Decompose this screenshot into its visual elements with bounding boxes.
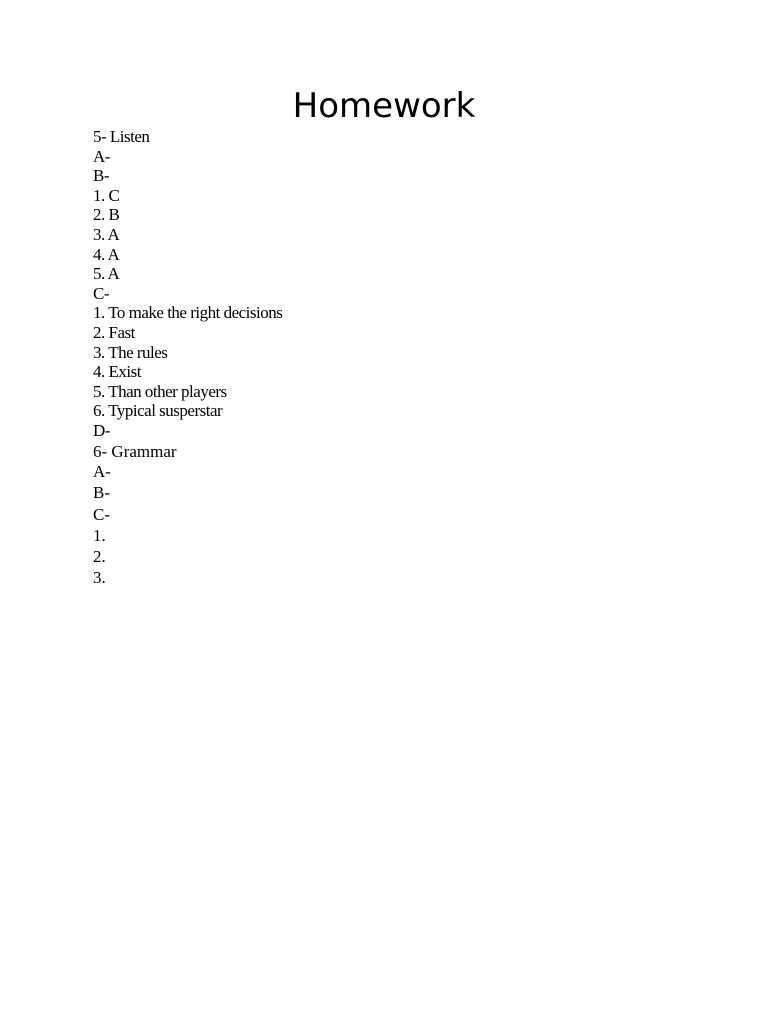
document-body: [93, 127, 693, 589]
section-heading-grammar: 6- Grammar: [93, 441, 177, 461]
answer-line: A-: [93, 146, 110, 166]
answer-line: 2. Fast: [93, 322, 135, 342]
answer-line: 4. A: [93, 244, 120, 264]
answer-line: 2. B: [93, 205, 120, 225]
page-title: Homework: [292, 86, 476, 126]
answer-line: B-: [93, 166, 109, 186]
answer-line: 5. A: [93, 264, 120, 284]
answer-line: 4. Exist: [93, 362, 141, 382]
answer-line: C-: [93, 504, 110, 524]
answer-line: B-: [93, 483, 110, 503]
answer-line: 1. C: [93, 185, 120, 205]
section-heading-listen: 5- Listen: [93, 127, 150, 146]
answer-line: C-: [93, 283, 109, 303]
answer-line: 6. Typical susperstar: [93, 401, 223, 421]
answer-line: D-: [93, 420, 110, 440]
answer-line: 1.: [93, 525, 106, 545]
answer-line: 3. A: [93, 224, 120, 244]
answer-line: 3.: [93, 568, 106, 588]
answer-line: 1. To make the right decisions: [93, 303, 283, 323]
answer-line: A-: [93, 462, 111, 481]
answer-line: 5. Than other players: [93, 381, 227, 401]
answer-line: 2.: [93, 547, 106, 567]
answer-line: 3. The rules: [93, 342, 168, 362]
